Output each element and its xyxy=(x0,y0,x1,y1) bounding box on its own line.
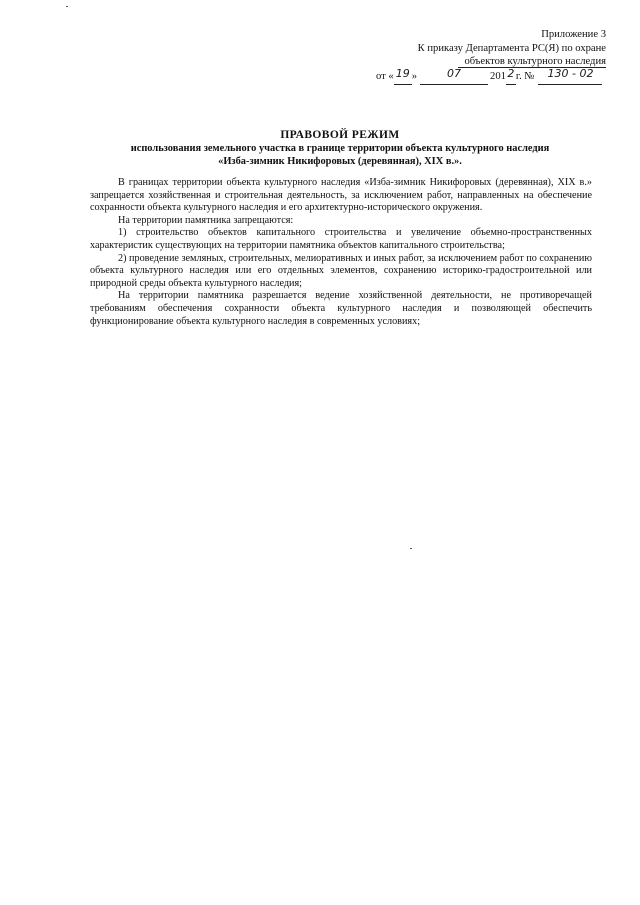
date-month-handwritten: 07 xyxy=(447,67,462,80)
paragraph-prohibition-2: 2) проведение земляных, строительных, мелиоративных и иных работ, за исключением работ по сохранению объекта культурного наследия или его отдельных элементов, сохранению историко-градостроительной или природной среды объекта культурного наследия; xyxy=(90,252,592,289)
document-body xyxy=(90,177,592,328)
appendix-number: Приложение 3 xyxy=(541,29,606,40)
paragraph-prohibition-1: 1) строительство объектов капитального строительства и увеличение объемно-пространственных характеристик существующих на территории памятника объектов капитального строительства; xyxy=(90,227,592,251)
order-reference-line1: К приказу Департамента РС(Я) по охране xyxy=(417,42,606,54)
order-reference-line2: объектов культурного наследия xyxy=(458,56,606,68)
title-block xyxy=(60,128,620,168)
scan-speck xyxy=(66,6,68,7)
title-subtitle-line2: «Изба-зимник Никифоровых (деревянная), XIX в.». xyxy=(218,156,462,167)
date-year-field xyxy=(506,69,516,85)
title-subtitle-line1: использования земельного участка в границе территории объекта культурного наследия xyxy=(130,143,550,154)
date-day-handwritten: 19 xyxy=(395,67,410,80)
date-month-field xyxy=(420,69,488,85)
date-year-suffix: г. № xyxy=(515,71,535,82)
document-title: ПРАВОВОЙ РЕЖИМ xyxy=(280,129,400,141)
scan-speck xyxy=(410,548,412,549)
date-day-field xyxy=(394,69,412,85)
date-prefix: от « xyxy=(376,71,394,82)
paragraph-prohibitions-heading: На территории памятника запрещаются: xyxy=(118,214,294,226)
order-number-field xyxy=(538,69,602,85)
order-date-number-line xyxy=(376,69,602,85)
date-year-handwritten: 2 xyxy=(507,67,515,80)
paragraph-permissions: На территории памятника разрешается ведение хозяйственной деятельности, не противоречащей требованиям обеспечения сохранности объекта культурного наследия и позволяющей обеспечить функционирование объекта культурного наследия в современных условиях; xyxy=(90,290,592,327)
order-number-handwritten: 130 - 02 xyxy=(547,67,594,80)
appendix-header xyxy=(418,28,606,69)
date-year-prefix: 201 xyxy=(490,71,506,82)
date-separator: » xyxy=(411,71,418,82)
paragraph-boundaries: В границах территории объекта культурного наследия «Изба-зимник Никифоровых (деревянная), XIX в.» запрещается хозяйственная и строительная деятельность, за исключением работ, направленных на обеспечение сохранности объекта культурного наследия и его архитектурно-исторического окружения. xyxy=(90,177,592,214)
